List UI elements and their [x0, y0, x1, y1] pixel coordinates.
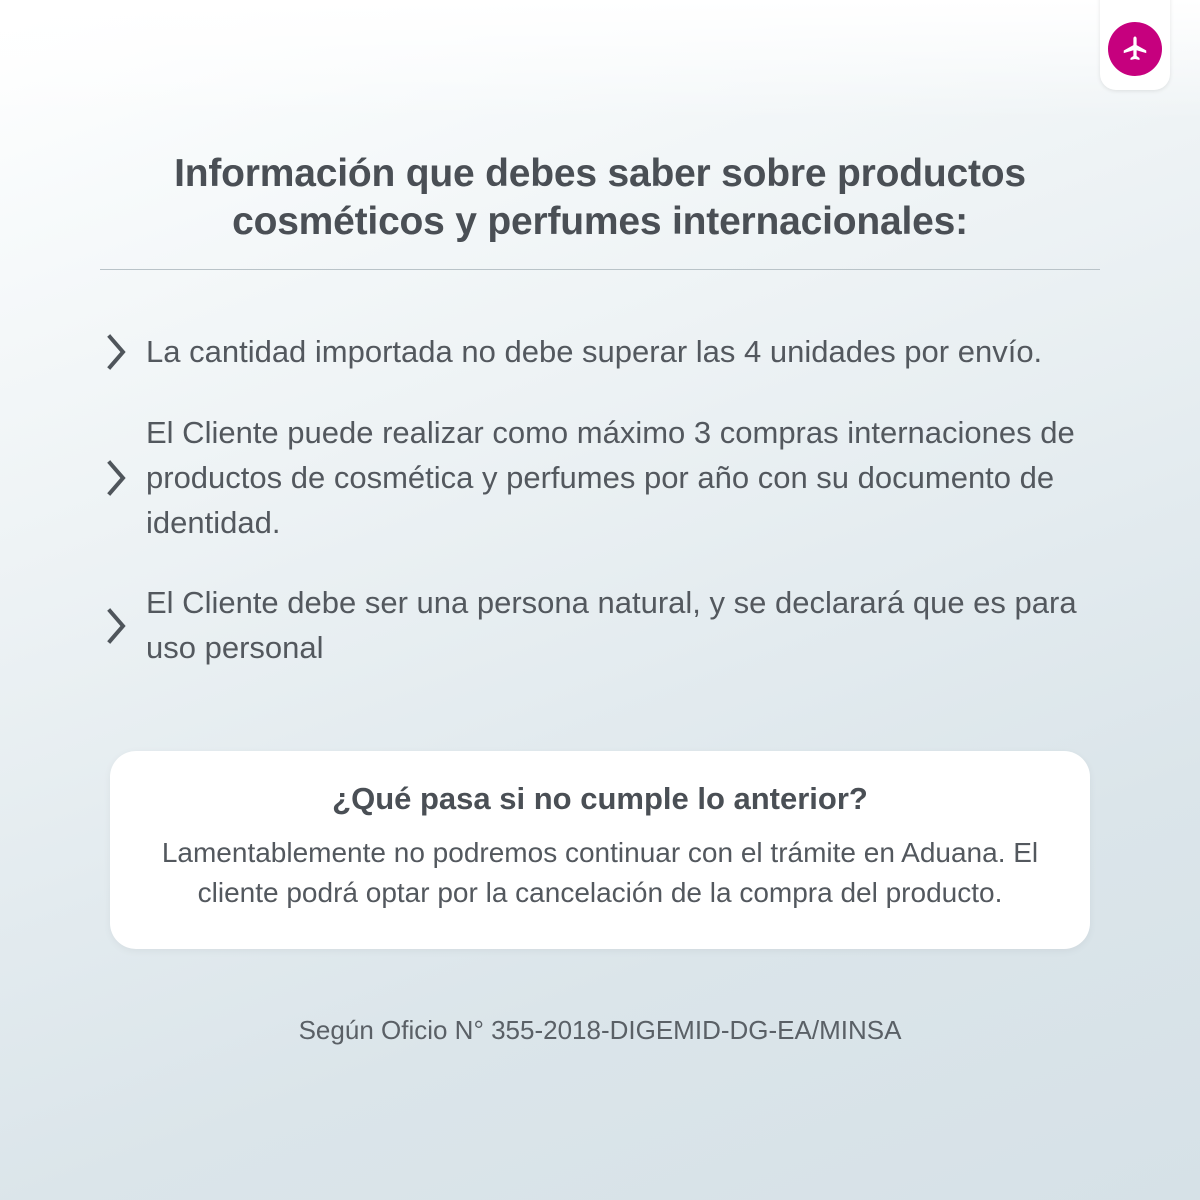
chevron-right-icon [100, 458, 134, 498]
list-item [100, 581, 1100, 671]
list-item-text: La cantidad importada no debe superar las 4 unidades por envío. [146, 333, 1043, 369]
bullet-list [100, 270, 1100, 672]
list-item [100, 330, 1100, 375]
page-title-line-1: Información que debes saber sobre productos [174, 152, 1026, 195]
chevron-right-icon [100, 606, 134, 646]
page-title-line-2: cosméticos y perfumes internacionales: [232, 200, 968, 244]
list-item [100, 411, 1100, 546]
footnote: Según Oficio N° 355-2018-DIGEMID-DG-EA/MINSA [298, 1015, 902, 1046]
list-item-text: El Cliente debe ser una persona natural, y se declarará que es para uso personal [146, 585, 1077, 666]
chevron-right-icon [100, 332, 134, 372]
panel-title: ¿Qué pasa si no cumple lo anterior? [332, 781, 868, 817]
page-title [100, 0, 1100, 247]
panel-body: Lamentablemente no podremos continuar con el trámite en Aduana. El cliente podrá optar por la cancelación de la compra del producto. [161, 837, 1039, 909]
list-item-text: El Cliente puede realizar como máximo 3 compras internaciones de productos de cosmética y perfumes por año con su documento de identidad. [146, 414, 1075, 540]
consequence-panel [110, 751, 1090, 949]
